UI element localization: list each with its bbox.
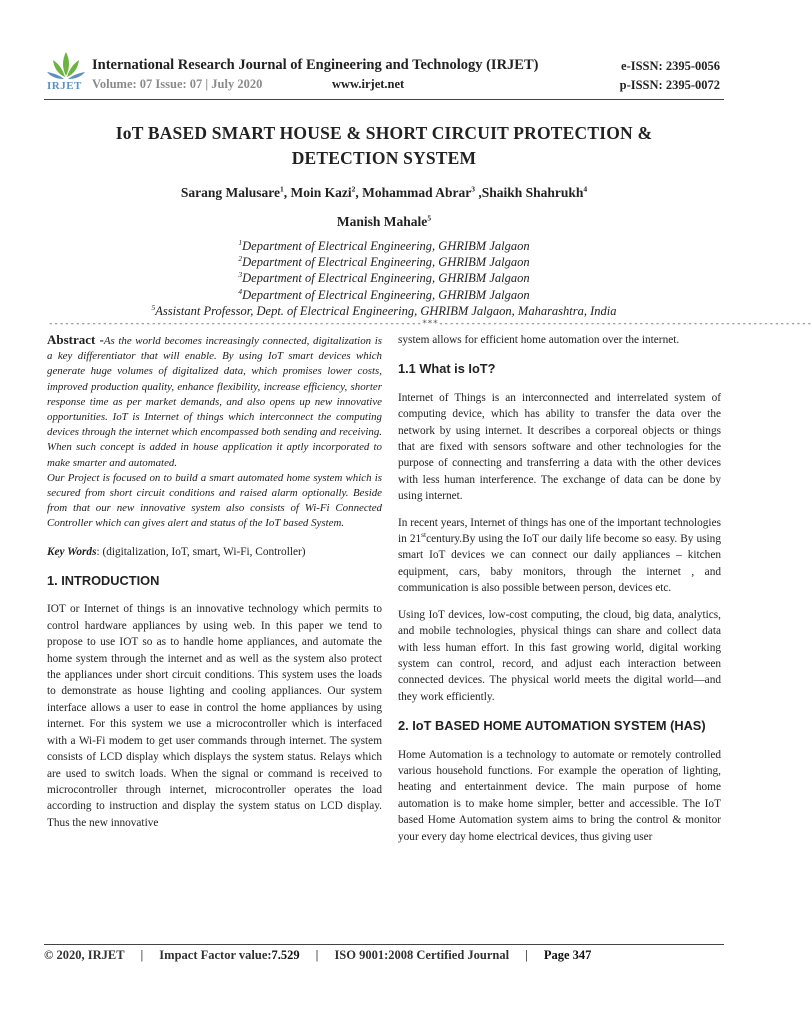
what-is-iot-paragraph-2 (398, 515, 721, 597)
right-column (398, 332, 721, 845)
keywords (47, 544, 382, 560)
affiliations (60, 238, 708, 319)
affiliation (60, 270, 708, 286)
affiliation-sup: 2 (238, 254, 243, 264)
page-number: Page 347 (543, 948, 592, 962)
author-list (60, 185, 708, 201)
affiliation-sup: 4 (238, 286, 243, 296)
copyright: © 2020, IRJET (44, 948, 125, 962)
affiliation-sup: 1 (238, 237, 243, 247)
title-line-1: IoT BASED SMART HOUSE & SHORT CIRCUIT PROTECTION & (115, 123, 653, 143)
affiliation (60, 238, 708, 254)
paper-title (60, 121, 708, 171)
abstract-text: As the world becomes increasingly connected, digitalization is a key differentiator that will enable. By using IoT smart devices which generate huge volumes of digitalized data, which promises lower costs, improved production quality, enhance flexibility, increase efficiency, shorter response time as per market demands, and also opens up new innovative opportunities. IoT is Internet of things which interconnect the computing devices through the internet which encompassed both sending and receiving. When such concept is added in house application it aptly incorporated to make smarter and automated. (47, 335, 382, 469)
section-heading-introduction: 1. INTRODUCTION (47, 573, 160, 589)
section-separator: ---------------------------------------------------------------------***--------------------------------------------------------------------- (48, 319, 812, 329)
abstract-label: Abstract - (47, 332, 104, 347)
author-sup: 2 (351, 184, 356, 194)
page-header (0, 0, 768, 100)
abstract-paragraph-2: Our Project is focused on to build a smart automated home system which is secured from short circuit conditions and raised alarm optionally. Beside from that our new innovative system also consists of Wi-Fi Connected Controller which can gives alert and status of the IoT based System. (47, 471, 382, 530)
affiliation-sup: 5 (151, 302, 156, 312)
affiliation-text: Department of Electrical Engineering, GHRIBM Jalgaon (242, 287, 530, 302)
author-sup: 1 (279, 184, 284, 194)
paragraph-text: century.By using the IoT our daily life become so easy. By using smart IoT devices we can connect our daily appliances – kitchen equipment, cars, baby monitors, through the internet , and communication is also possible between person, devices etc. (398, 533, 721, 595)
affiliation-text: Assistant Professor, Dept. of Electrical Engineering, GHRIBM Jalgaon, Maharashtra, India (155, 303, 617, 318)
abstract (47, 332, 382, 471)
author-sup: 4 (583, 184, 588, 194)
footer-divider: | (140, 948, 144, 962)
logo-text: IRJET (47, 80, 82, 92)
e-issn: e-ISSN: 2395-0056 (621, 59, 720, 73)
author: Moin Kazi (290, 185, 352, 200)
affiliation (60, 287, 708, 303)
footer-divider: | (525, 948, 528, 962)
ordinal-sup: st (421, 530, 427, 540)
affiliation (60, 303, 708, 319)
section-heading-has: 2. IoT BASED HOME AUTOMATION SYSTEM (HAS) (398, 718, 706, 734)
author-separator: , (283, 185, 291, 200)
title-line-2: DETECTION SYSTEM (291, 148, 477, 168)
author: Manish Mahale (336, 214, 428, 229)
p-issn: p-ISSN: 2395-0072 (619, 78, 720, 92)
impact-factor-value: 7.529 (271, 948, 300, 962)
author: Shaikh Shahrukh (481, 185, 584, 200)
author: Mohammad Abrar (362, 185, 472, 200)
footer-divider: | (315, 948, 319, 962)
continued-text: system allows for efficient home automation over the internet. (398, 334, 680, 346)
keywords-label: Key Words (47, 545, 97, 558)
footer-rule (44, 944, 724, 945)
author-list-line-2 (60, 214, 708, 230)
affiliation (60, 254, 708, 270)
journal-url[interactable]: www.irjet.net (332, 77, 405, 91)
iso-certification: ISO 9001:2008 Certified Journal (334, 948, 510, 962)
keywords-text: : (digitalization, IoT, smart, Wi-Fi, Controller) (96, 545, 306, 558)
affiliation-sup: 3 (238, 270, 243, 280)
what-is-iot-paragraph-3: Using IoT devices, low-cost computing, the cloud, big data, analytics, and mobile technologies, physical things can share and collect data with less human effort. In this fast growing world, digital working system can control, record, and adjust each interaction between connected devices. The physical world meets the digital world—and they work efficiently. (398, 608, 721, 703)
left-column (47, 332, 382, 831)
author: Sarang Malusare (180, 185, 280, 200)
journal-title: International Research Journal of Engineering and Technology (IRJET) (92, 57, 539, 73)
what-is-iot-paragraph-1: Internet of Things is an interconnected and interrelated system of computing device, which has ability to transfer the data over the network by using internet. It describes a corporeal objects or things that are fixed with sensors software and other technologies for the purpose of connecting and transferring a data with the other devices with less human interference. The exchange of data can be done by using internet. (398, 391, 721, 503)
page-footer (44, 948, 724, 963)
author-separator: , (355, 185, 363, 200)
author-separator: , (474, 185, 482, 200)
author-sup: 5 (427, 213, 432, 223)
affiliation-text: Department of Electrical Engineering, GHRIBM Jalgaon (242, 271, 530, 286)
volume-issue: Volume: 07 Issue: 07 | July 2020 (92, 77, 263, 91)
impact-factor-label: Impact Factor value: (159, 948, 272, 962)
affiliation-text: Department of Electrical Engineering, GHRIBM Jalgaon (242, 255, 530, 270)
paragraph-text: In recent years, Internet of things has one of the important technologies in 21 (398, 516, 721, 546)
affiliation-text: Department of Electrical Engineering, GHRIBM Jalgaon (242, 239, 530, 253)
introduction-text: IOT or Internet of things is an innovative technology which permits to control hardware appliances by using web. In this paper we tend to propose to use IOT so as to handle home appliances, and automate the home system through the internet and as well as the system also protect the appliances under short circuit conditions. This system uses the loads to demonstrate as house lighting and cooling appliances. Our system interface allows a user to ease in control the home appliances by using internet. For this system we use a microcontroller which is interfaced with a Wi-Fi modem to get user commands through internet. The system consists of LCD display which displays the system status. Relays which are used to switch loads. When the signal or command is received to microcontroller through internet, microcontroller operates the load according to instruction and display the system status on LCD display. Thus the new innovative (47, 603, 382, 829)
has-paragraph: Home Automation is a technology to automate or remotely controlled various household functions. For example the operation of lighting, heating and entertainment device. The main purpose of home automation is to make home simpler, better and accessible. The IoT based Home Automation system aims to bring the control & monitor your every day home electrical devices, thus giving user (398, 748, 721, 843)
header-rule (44, 99, 724, 100)
section-heading-what-is-iot: 1.1 What is IoT? (398, 361, 496, 377)
author-sup: 3 (471, 184, 475, 194)
